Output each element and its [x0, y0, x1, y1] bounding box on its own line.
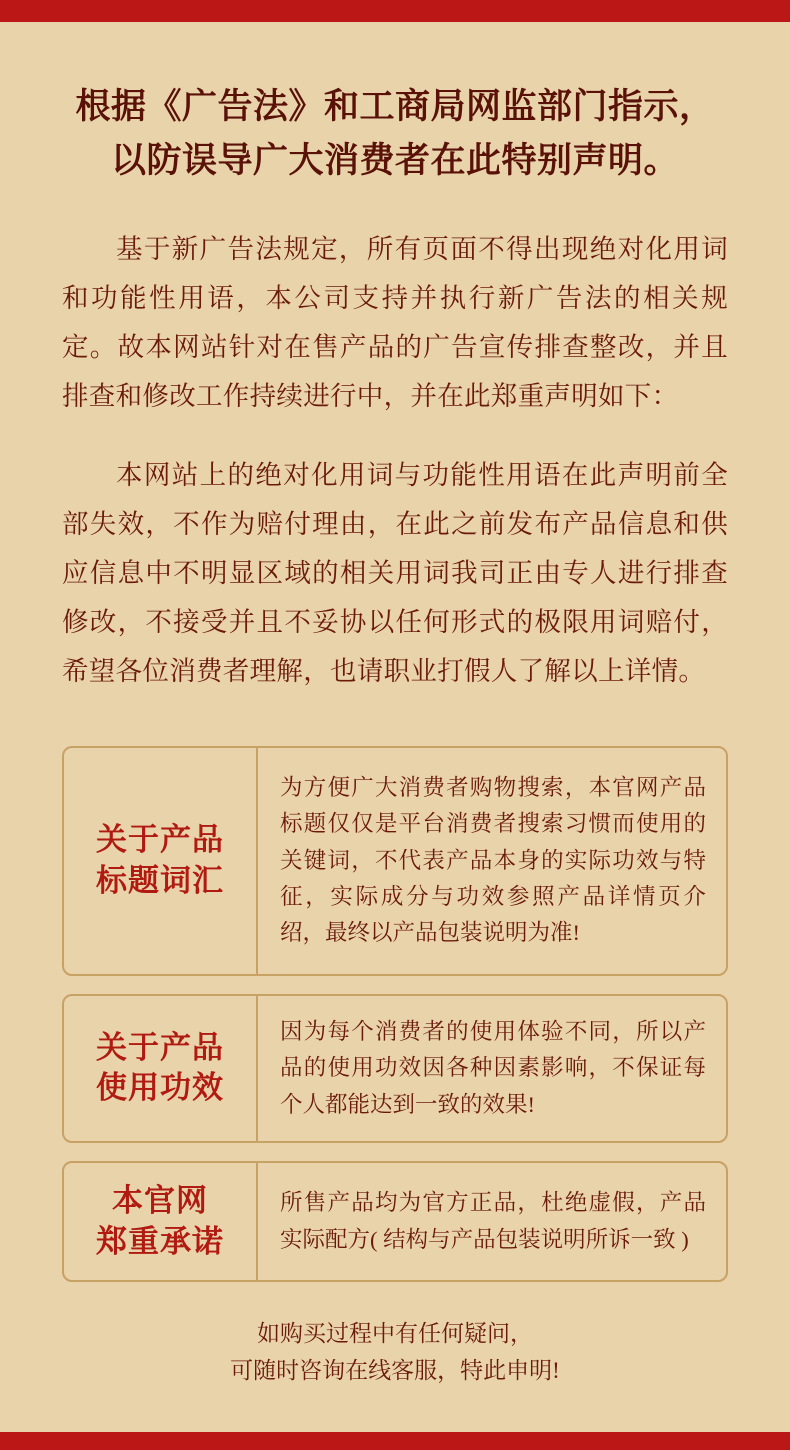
footer-note-line-2: 可随时咨询在线客服，特此申明! [230, 1357, 560, 1383]
statement-card-list [62, 746, 728, 1282]
statement-card-product-efficacy [62, 994, 728, 1143]
card-title-line-2: 标题词汇 [96, 862, 224, 898]
announcement-panel [0, 22, 790, 1432]
card-title [64, 996, 258, 1141]
statement-paragraph-1: 基于新广告法规定，所有页面不得出现绝对化用词和功能性用语，本公司支持并执行新广告法的相关规定。故本网站针对在售产品的广告宣传排查整改，并且排查和修改工作持续进行中，并在此郑重声明如下： [62, 233, 728, 411]
card-body [258, 996, 726, 1141]
card-title [64, 748, 258, 974]
card-title-line-1: 本官网 [112, 1183, 208, 1219]
page-title-line-2: 以防误导广大消费者在此特别声明。 [110, 141, 679, 181]
card-title-line-2: 使用功效 [96, 1070, 224, 1106]
page-title-line-1: 根据《广告法》和工商局网监部门指示， [75, 87, 715, 126]
card-body-text: 所售产品均为官方正品，杜绝虚假，产品实际配方( 结构与产品包装说明所诉一致 ) [280, 1190, 706, 1252]
statement-card-official-promise [62, 1161, 728, 1282]
card-body [258, 748, 726, 974]
card-title-line-1: 关于产品 [96, 822, 224, 858]
statement-card-product-title [62, 746, 728, 976]
card-title [64, 1163, 258, 1280]
page-title [62, 80, 728, 189]
card-body-text: 因为每个消费者的使用体验不同，所以产品的使用功效因各种因素影响，不保证每个人都能达到一致的效果! [280, 1018, 706, 1117]
card-title-line-2: 郑重承诺 [96, 1223, 224, 1259]
footer-note [62, 1316, 728, 1390]
footer-note-line-1: 如购买过程中有任何疑问， [257, 1321, 533, 1347]
card-body-text: 为方便广大消费者购物搜索，本官网产品标题仅仅是平台消费者搜索习惯而使用的关键词，不代表产品本身的实际功效与特征，实际成分与功效参照产品详情页介绍，最终以产品包装说明为准! [280, 774, 706, 946]
card-title-line-1: 关于产品 [96, 1030, 224, 1066]
card-body [258, 1163, 726, 1280]
statement-paragraph-2: 本网站上的绝对化用词与功能性用语在此声明前全部失效，不作为赔付理由，在此之前发布产品信息和供应信息中不明显区域的相关用词我司正由专人进行排查修改，不接受并且不妥协以任何形式的极限用词赔付，希望各位消费者理解，也请职业打假人了解以上详情。 [62, 459, 728, 686]
